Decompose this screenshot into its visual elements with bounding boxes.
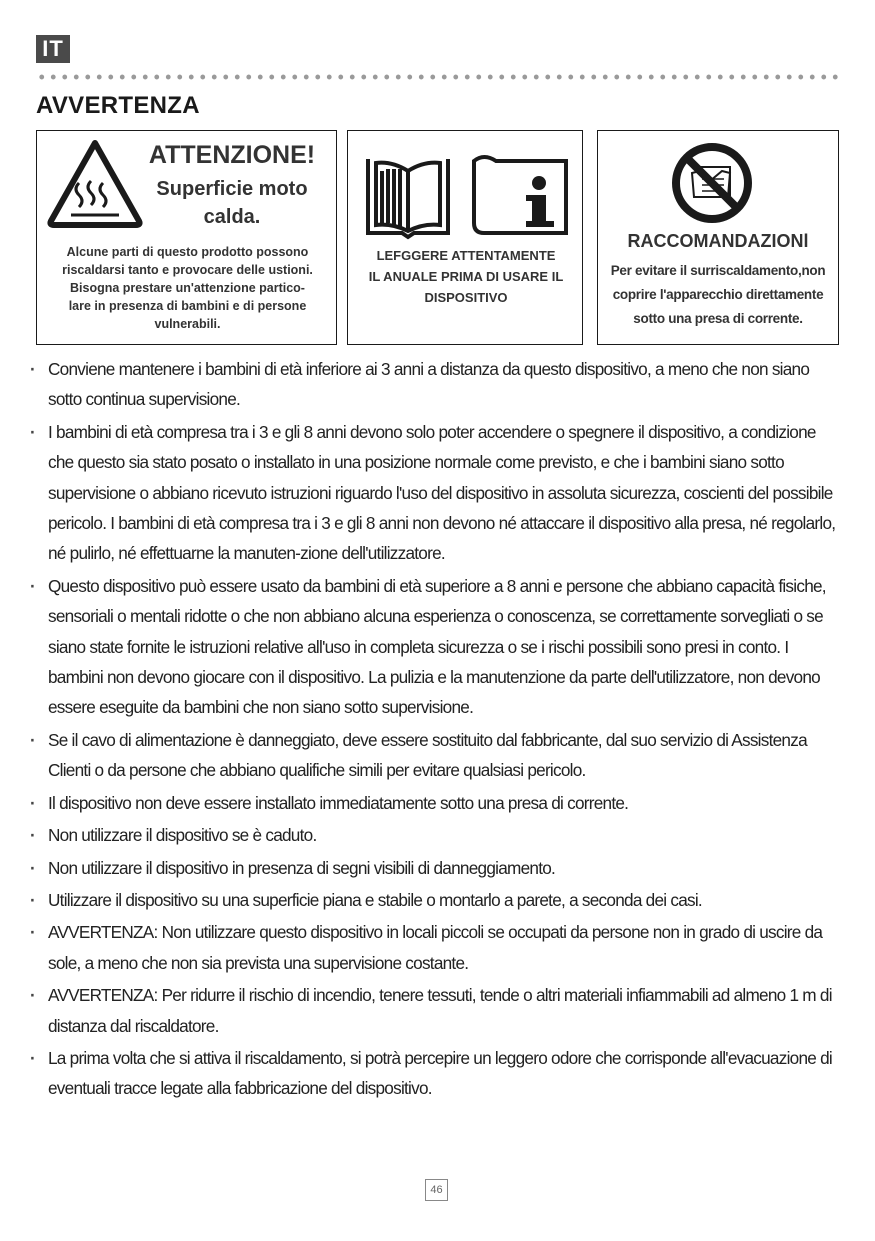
do-not-cover-icon: [670, 141, 754, 225]
read-manual-icon: [356, 149, 576, 241]
read-manual-text: LEFGGERE ATTENTAMENTE IL ANUALE PRIMA DI USARE IL DISPOSITIVO: [368, 248, 564, 305]
list-item: · Il dispositivo non deve essere installato immediatamente sotto una presa di corrente.: [30, 788, 842, 818]
safety-instructions-list: [30, 354, 842, 1106]
list-item: · AVVERTENZA: Non utilizzare questo dispositivo in locali piccoli se occupati da persone non in grado di uscire da sole, a meno che non sia prevista una supervisione costante.: [30, 917, 842, 978]
recommendations-heading: RACCOMANDAZIONl: [627, 231, 809, 251]
list-item: · AVVERTENZA: Per ridurre il rischio di incendio, tenere tessuti, tende o altri materiali infiammabili ad almeno 1 m di distanza dal riscaldatore.: [30, 980, 842, 1041]
hot-surface-warning-icon: [45, 137, 145, 229]
hot-surface-warning-box: [36, 130, 337, 345]
list-item: · Utilizzare il dispositivo su una superficie piana e stabile o montarlo a parete, a seconda dei casi.: [30, 885, 842, 915]
recommendations-box: [597, 130, 839, 345]
list-item: · Non utilizzare il dispositivo se è caduto.: [30, 820, 842, 850]
list-item: · Conviene mantenere i bambini di età inferiore ai 3 anni a distanza da questo dispositivo, a meno che non siano sotto continua supervisione.: [30, 354, 842, 415]
list-item: · Non utilizzare il dispositivo in presenza di segni visibili di danneggiamento.: [30, 853, 842, 883]
recommendations-text: Per evitare il surriscaldamento,non coprire l'apparecchio direttamente sotto una presa di corrente.: [610, 263, 826, 326]
list-item: · Questo dispositivo può essere usato da bambini di età superiore a 8 anni e persone che abbiano capacità fisiche, sensoriali o mentali ridotte o che non abbiano alcuna esperienza o conoscenza, se correttamente sorvegliati o se siano state fornite le istruzioni relative all'uso in completa sicurezza o se i rischi possibili sono presi in conto. I bambini non devono giocare con il dispositivo. La pulizia e la manutenzione da parte dell'utilizzatore, non devono essere eseguite da bambini che non siano sotto supervisione.: [30, 571, 842, 723]
read-manual-box: [347, 130, 583, 345]
page-number: 46: [425, 1179, 448, 1201]
language-badge: IT: [36, 35, 70, 63]
list-item: · La prima volta che si attiva il riscaldamento, si potrà percepire un leggero odore che corrisponde all'evacuazione di eventuali tracce legate alla fabbricazione del dispositivo.: [30, 1043, 842, 1104]
list-item: · Se il cavo di alimentazione è danneggiato, deve essere sostituito dal fabbricante, dal suo servizio di Assistenza Clienti o da persone che abbiano qualifiche simili per evitare qualsiasi pericolo.: [30, 725, 842, 786]
attention-heading: ATTENZIONE!: [148, 141, 316, 169]
hot-surface-description: Alcune parti di questo prodotto possono riscaldarsi tanto e provocare delle ustioni. Bisogna prestare un'attenzione partico- lare in presenza di bambini e di persone vulnerabili.: [62, 245, 313, 331]
list-item: · I bambini di età compresa tra i 3 e gli 8 anni devono solo poter accendere o spegnere il dispositivo, a condizione che questo sia stato posato o installato in una posizione normale come previsto, e che i bambini siano sotto supervisione o abbiano ricevuto istruzioni riguardo l'uso del dispositivo in assoluta sicurezza, coscienti del possibile pericolo. I bambini di età compresa tra i 3 e gli 8 anni non devono né attaccare il dispositivo alla presa, né regolarlo, né pulirlo, né effettuarne la manuten-zione dell'utilizzatore.: [30, 417, 842, 569]
dotted-divider: [36, 74, 840, 80]
section-title: AVVERTENZA: [36, 92, 200, 119]
attention-subheading: Superficie moto calda.: [156, 178, 308, 228]
